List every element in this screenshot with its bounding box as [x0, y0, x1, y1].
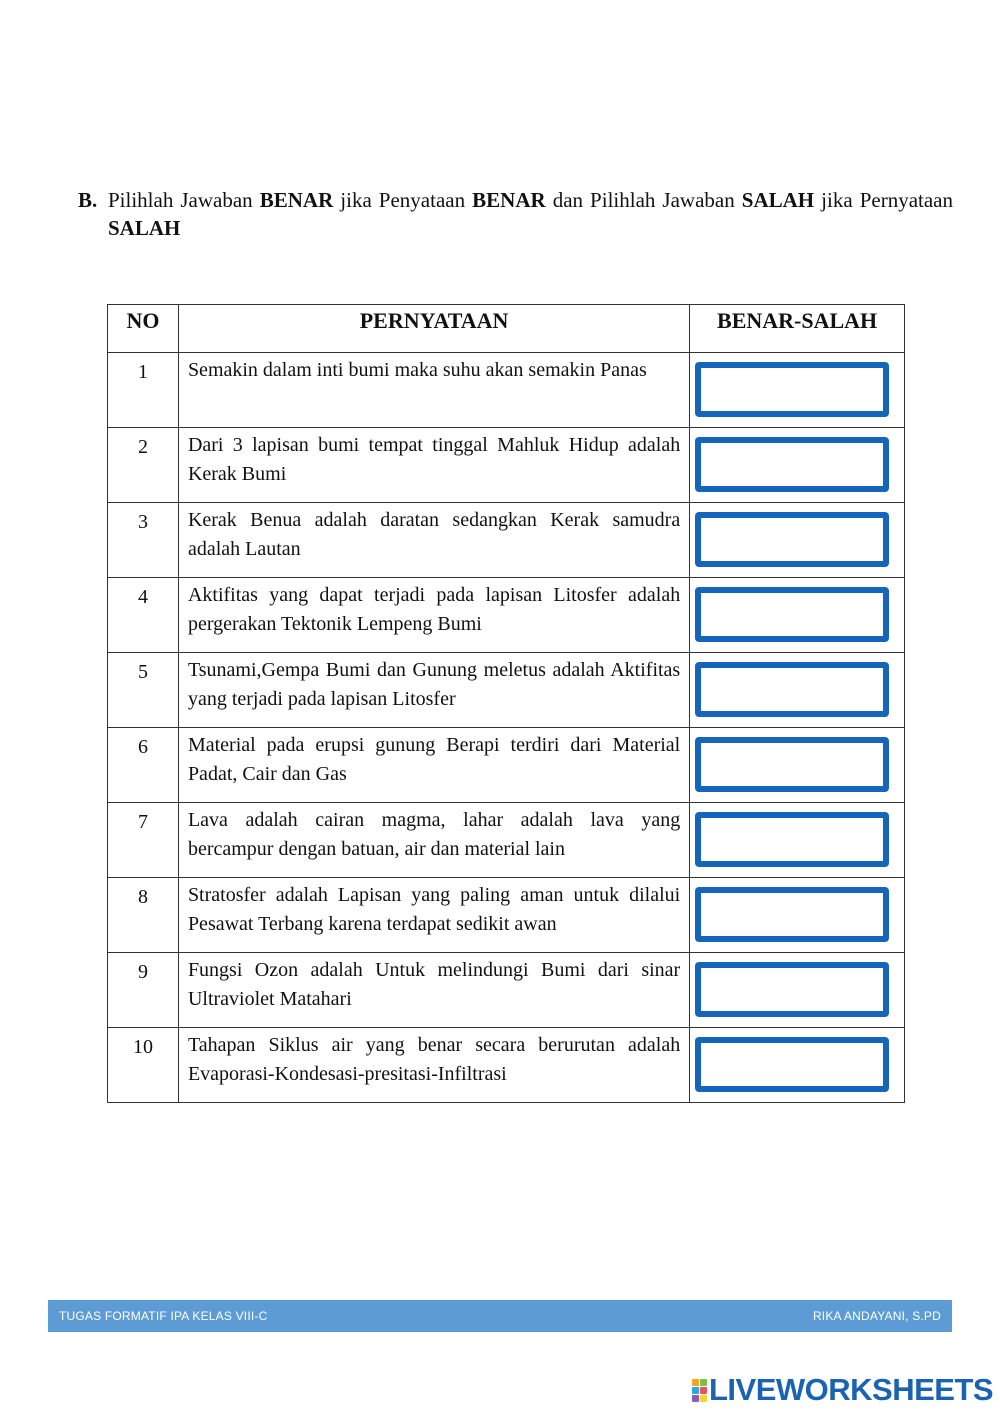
- answer-cell: [690, 353, 905, 428]
- table-row: [108, 503, 905, 578]
- quiz-table: [107, 304, 905, 1103]
- table-row: [108, 953, 905, 1028]
- logo-square: [692, 1387, 699, 1394]
- answer-input[interactable]: [695, 962, 889, 1017]
- answer-cell: [690, 878, 905, 953]
- row-number: 1: [108, 353, 179, 428]
- logo-square: [692, 1395, 699, 1402]
- answer-input[interactable]: [695, 737, 889, 792]
- section-marker: B.: [78, 188, 98, 212]
- answer-cell: [690, 653, 905, 728]
- table-header-row: [108, 305, 905, 353]
- table-row: [108, 878, 905, 953]
- answer-input[interactable]: [695, 887, 889, 942]
- row-statement: Stratosfer adalah Lapisan yang paling aman untuk dilalui Pesawat Terbang karena terdapat sedikit awan: [178, 878, 689, 953]
- row-number: 5: [108, 653, 179, 728]
- header-no: NO: [108, 305, 179, 353]
- row-statement: Kerak Benua adalah daratan sedangkan Kerak samudra adalah Lautan: [178, 503, 689, 578]
- answer-cell: [690, 578, 905, 653]
- row-number: 7: [108, 803, 179, 878]
- row-number: 3: [108, 503, 179, 578]
- instruction-text: Pilihlah Jawaban BENAR jika Penyataan BENAR dan Pilihlah Jawaban SALAH jika Pernyataan SALAH: [108, 188, 953, 240]
- table-row: [108, 803, 905, 878]
- row-statement: Aktifitas yang dapat terjadi pada lapisan Litosfer adalah pergerakan Tektonik Lempeng Bumi: [178, 578, 689, 653]
- table-row: [108, 578, 905, 653]
- answer-input[interactable]: [695, 587, 889, 642]
- brand-name: LIVEWORKSHEETS: [709, 1372, 994, 1407]
- row-statement: Lava adalah cairan magma, lahar adalah lava yang bercampur dengan batuan, air dan material lain: [178, 803, 689, 878]
- answer-input[interactable]: [695, 1037, 889, 1092]
- row-statement: Tahapan Siklus air yang benar secara berurutan adalah Evaporasi-Kondesasi-presitasi-Infiltrasi: [178, 1028, 689, 1103]
- page-footer: [48, 1300, 952, 1332]
- answer-input[interactable]: [695, 437, 889, 492]
- footer-left-text: TUGAS FORMATIF IPA KELAS VIII-C: [59, 1309, 268, 1323]
- logo-square: [700, 1395, 707, 1402]
- answer-cell: [690, 953, 905, 1028]
- row-number: 4: [108, 578, 179, 653]
- row-statement: Dari 3 lapisan bumi tempat tinggal Mahluk Hidup adalah Kerak Bumi: [178, 428, 689, 503]
- liveworksheets-brand: [692, 1374, 993, 1406]
- answer-input[interactable]: [695, 512, 889, 567]
- row-number: 10: [108, 1028, 179, 1103]
- answer-cell: [690, 803, 905, 878]
- logo-square: [700, 1379, 707, 1386]
- answer-cell: [690, 428, 905, 503]
- header-answer: BENAR-SALAH: [690, 305, 905, 353]
- row-number: 2: [108, 428, 179, 503]
- row-statement: Semakin dalam inti bumi maka suhu akan semakin Panas: [178, 353, 689, 428]
- answer-cell: [690, 503, 905, 578]
- row-statement: Tsunami,Gempa Bumi dan Gunung meletus adalah Aktifitas yang terjadi pada lapisan Litosfer: [178, 653, 689, 728]
- footer-right-text: RIKA ANDAYANI, S.PD: [812, 1309, 941, 1323]
- row-number: 9: [108, 953, 179, 1028]
- liveworksheets-logo-icon: [692, 1379, 707, 1402]
- header-statement: PERNYATAAN: [178, 305, 689, 353]
- logo-square: [700, 1387, 707, 1394]
- table-row: [108, 728, 905, 803]
- table-row: [108, 1028, 905, 1103]
- logo-square: [692, 1379, 699, 1386]
- table-row: [108, 353, 905, 428]
- answer-input[interactable]: [695, 662, 889, 717]
- answer-input[interactable]: [695, 812, 889, 867]
- answer-cell: [690, 1028, 905, 1103]
- row-number: 8: [108, 878, 179, 953]
- row-number: 6: [108, 728, 179, 803]
- row-statement: Material pada erupsi gunung Berapi terdiri dari Material Padat, Cair dan Gas: [178, 728, 689, 803]
- table-row: [108, 428, 905, 503]
- row-statement: Fungsi Ozon adalah Untuk melindungi Bumi dari sinar Ultraviolet Matahari: [178, 953, 689, 1028]
- instruction: [78, 186, 953, 242]
- answer-cell: [690, 728, 905, 803]
- answer-input[interactable]: [695, 362, 889, 417]
- table-row: [108, 653, 905, 728]
